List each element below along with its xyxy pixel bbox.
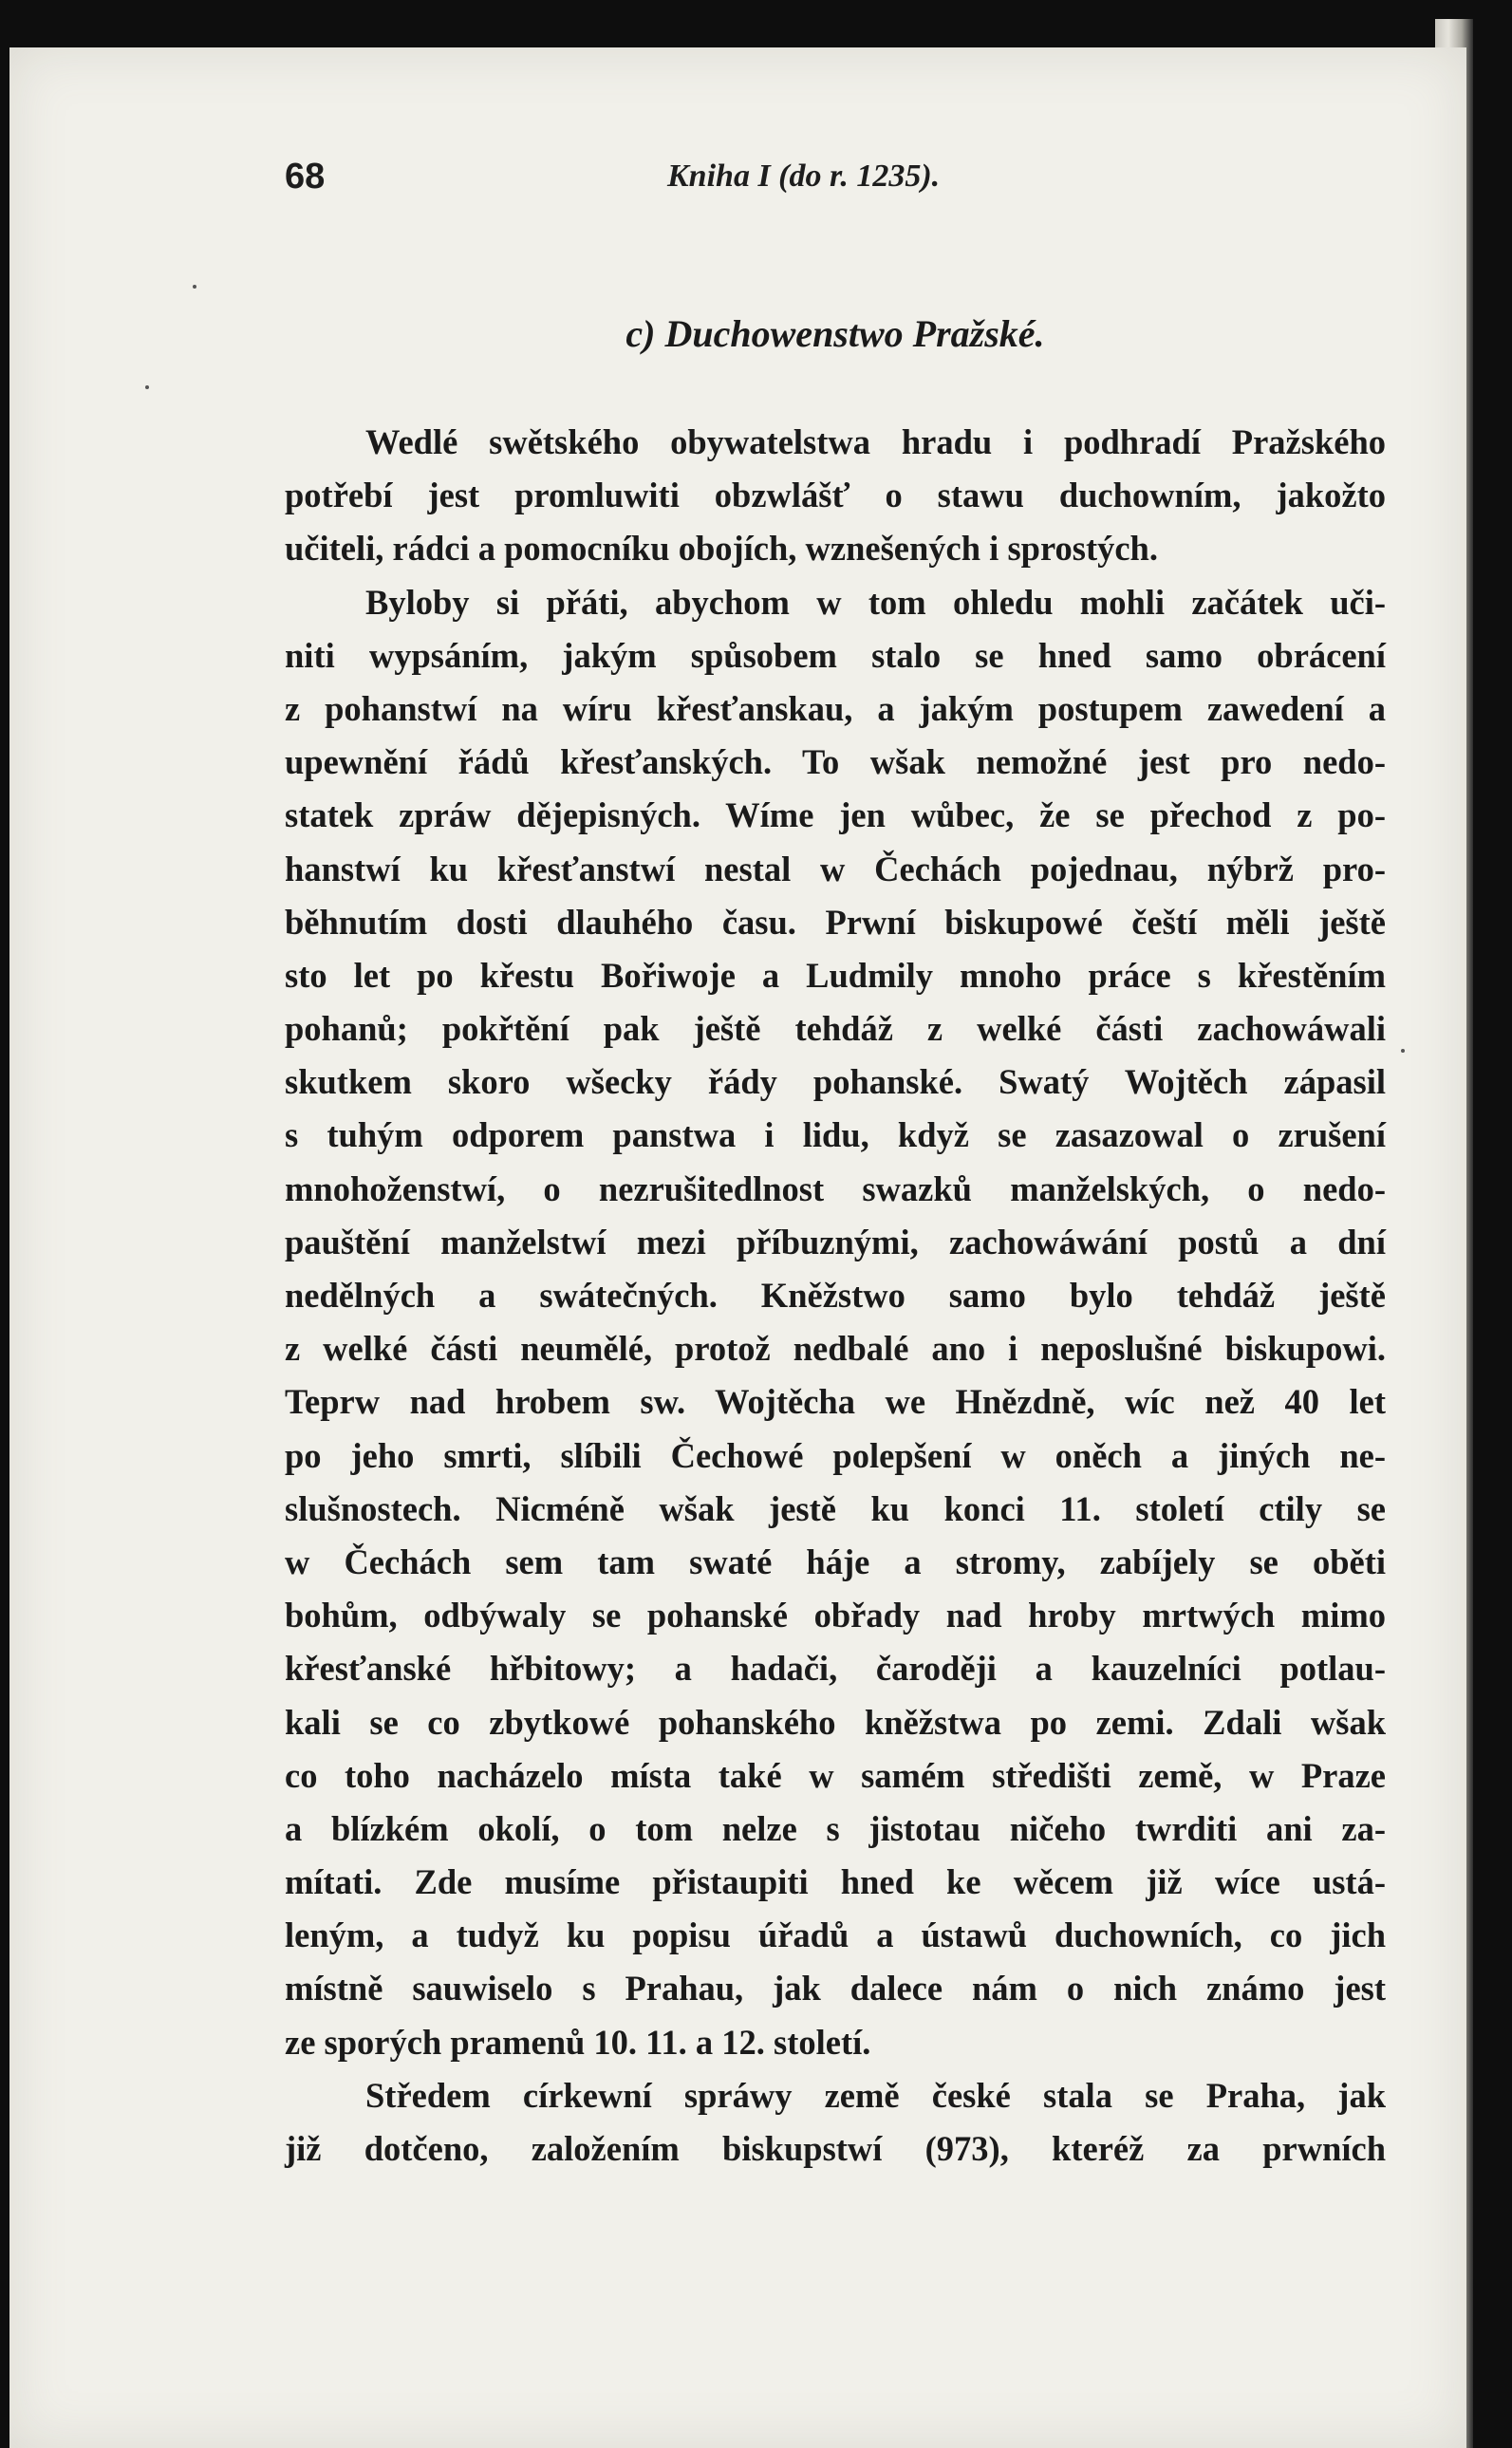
print-speck: [193, 285, 196, 289]
text-line: sto let po křestu Bořiwoje a Ludmily mnoho práce s křestěním: [285, 955, 1386, 995]
text-line: místně sauwiselo s Prahau, jak dalece nám o nich známo jest: [285, 1969, 1386, 2009]
text-line: Středem církewní spráwy země české stala se Praha, jak: [365, 2075, 1386, 2115]
text-line: w Čechách sem tam swaté háje a stromy, zabíjely se oběti: [285, 1542, 1386, 1581]
paragraph-3: [285, 2069, 1386, 2176]
text-line: a blízkém okolí, o tom nelze s jistotau ničeho twrditi ani za-: [285, 1808, 1386, 1848]
text-line: bohům, odbýwaly se pohanské obřady nad hroby mrtwých mimo: [285, 1596, 1386, 1635]
text-line: běhnutím dosti dlauhého času. Prwní biskupowé čeští měli ještě: [285, 902, 1386, 942]
text-line: z pohanstwí na wíru křesťanskau, a jakým postupem zawedení a: [285, 688, 1386, 728]
text-line: leným, a tudyž ku popisu úřadů a ústawů duchowních, co jich: [285, 1915, 1386, 1955]
text-line: Teprw nad hrobem sw. Wojtěcha we Hnězdně, wíc než 40 let: [285, 1382, 1386, 1422]
text-line: niti wypsáním, jakým spůsobem stalo se hned samo obrácení: [285, 635, 1386, 675]
text-line: s tuhým odporem panstwa i lidu, když se zasazowal o zrušení: [285, 1115, 1386, 1155]
text-line: ze sporých pramenů 10. 11. a 12. století.: [285, 2022, 871, 2062]
text-line: slušnostech. Nicméně wšak jestě ku konci 11. století ctily se: [285, 1488, 1386, 1528]
text-line: po jeho smrti, slíbili Čechowé polepšení w oněch a jiných ne-: [285, 1435, 1386, 1475]
text-line: kali se co zbytkowé pohanského kněžstwa po zemi. Zdali wšak: [285, 1702, 1386, 1742]
text-line: mítati. Zde musíme přistaupiti hned ke wěcem již wíce ustá-: [285, 1862, 1386, 1902]
paragraph-2: [285, 576, 1386, 2069]
print-speck: [145, 385, 149, 389]
page-header: [285, 157, 1386, 214]
text-line: potřebí jest promluwiti obzwlášť o stawu duchowním, jakožto: [285, 476, 1386, 515]
text-line: upewnění řádů křesťanských. To wšak nemožné jest pro nedo-: [285, 742, 1386, 782]
text-line: co toho nacházelo místa také w samém středišti země, w Praze: [285, 1755, 1386, 1795]
text-line: Byloby si přáti, abychom w tom ohledu mohli začátek uči-: [365, 582, 1386, 622]
text-line: pauštění manželstwí mezi příbuznými, zachowáwání postů a dní: [285, 1222, 1386, 1261]
text-line: pohanů; pokřtění pak ještě tehdáž z welké části zachowáwali: [285, 1009, 1386, 1049]
text-line: Wedlé swětského obywatelstwa hradu i podhradí Pražského: [365, 422, 1386, 461]
text-line: statek zpráw dějepisných. Wíme jen wůbec, že se přechod z po-: [285, 795, 1386, 835]
print-speck: [1401, 1049, 1405, 1053]
text-line: z welké části neumělé, protož nedbalé ano i neposlušné biskupowi.: [285, 1329, 1386, 1369]
body-text: [285, 416, 1386, 2176]
text-line: křesťanské hřbitowy; a hadači, čaroději a kauzelníci potlau-: [285, 1649, 1386, 1689]
text-line: hanstwí ku křesťanstwí nestal w Čechách pojednau, nýbrž pro-: [285, 849, 1386, 888]
text-line: učiteli, rádci a pomocníku obojích, wznešených i sprostých.: [285, 529, 1158, 569]
text-line: již dotčeno, založením biskupstwí (973), kteréž za prwních: [285, 2129, 1386, 2168]
running-head: Kniha I (do r. 1235).: [667, 159, 941, 194]
page-number: 68: [285, 157, 326, 196]
text-line: mnohoženstwí, o nezrušitedlnost swazků manželských, o nedo-: [285, 1168, 1386, 1208]
text-line: skutkem skoro wšecky řády pohanské. Swatý Wojtěch zápasil: [285, 1062, 1386, 1102]
text-line: nedělných a swátečných. Kněžstwo samo bylo tehdáž ještě: [285, 1276, 1386, 1315]
paragraph-1: [285, 416, 1386, 576]
section-title: c) Duchowenstwo Pražské.: [625, 312, 1045, 355]
